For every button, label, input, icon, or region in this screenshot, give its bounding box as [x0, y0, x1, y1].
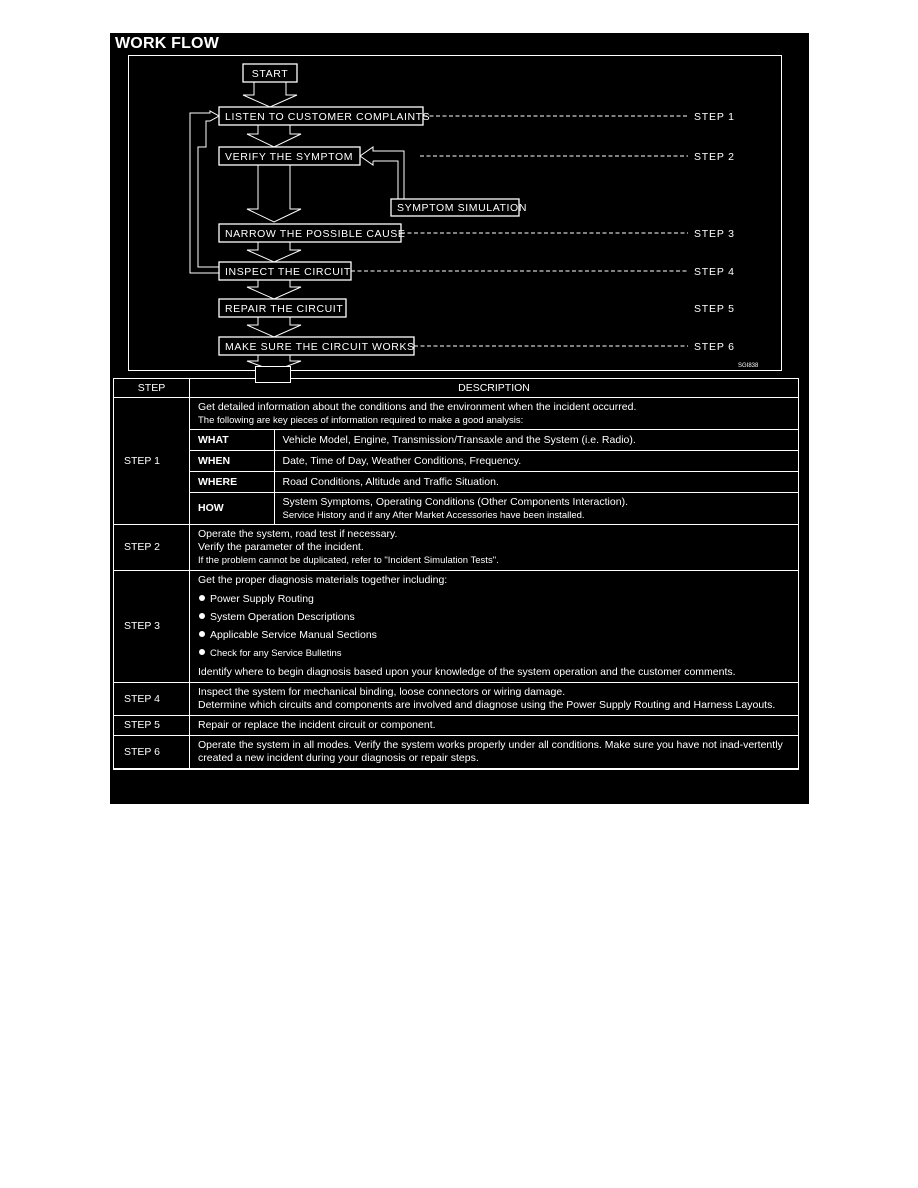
step-4-line-2: Determine which circuits and components are involved and diagnose using the Power Supply Routing and Harness Layouts.	[198, 699, 776, 711]
description-table	[113, 378, 799, 770]
bullet-dot-icon	[199, 613, 205, 619]
header-step: STEP	[114, 379, 190, 398]
key-how: HOW	[190, 493, 274, 525]
flow-box-inspect-label: INSPECT THE CIRCUIT	[225, 266, 351, 278]
step-3-bullet-4	[198, 645, 790, 663]
flow-step-6: STEP 6	[694, 341, 735, 353]
value-where: Road Conditions, Altitude and Traffic Situation.	[274, 472, 798, 493]
header-description: DESCRIPTION	[190, 379, 799, 398]
table-row-step-3	[114, 571, 799, 683]
key-where: WHERE	[190, 472, 274, 493]
key-row-where	[190, 472, 798, 493]
table-row-step-6	[114, 736, 799, 770]
key-what: WHAT	[190, 430, 274, 451]
step-2-line-3: If the problem cannot be duplicated, refer to "Incident Simulation Tests".	[198, 555, 499, 566]
flow-box-repair	[219, 299, 346, 317]
key-row-how	[190, 493, 798, 525]
value-how-line-1: System Symptoms, Operating Conditions (Other Components Interaction).	[282, 495, 628, 508]
value-how	[274, 493, 798, 525]
step-1-line-2: The following are key pieces of information required to make a good analysis:	[198, 415, 524, 426]
bullet-dot-icon	[199, 595, 205, 601]
step-4-line-1: Inspect the system for mechanical binding, loose connectors or wiring damage.	[198, 686, 566, 698]
step-3-description	[190, 571, 799, 683]
step-2-description	[190, 525, 799, 571]
start-label: START	[251, 68, 289, 80]
step-4-label: STEP 4	[114, 683, 190, 716]
flow-box-make-sure	[219, 337, 415, 355]
table-row-step-1	[114, 398, 799, 525]
step-3-bullet-2	[198, 609, 790, 627]
step-4-description	[190, 683, 799, 716]
step-2-label: STEP 2	[114, 525, 190, 571]
bullet-text: Power Supply Routing	[210, 593, 314, 605]
workflow-diagram	[128, 55, 782, 371]
bullet-text: Applicable Service Manual Sections	[210, 629, 377, 641]
work-flow-panel	[110, 33, 809, 804]
flow-box-listen	[219, 107, 430, 125]
page-title: WORK FLOW	[115, 35, 219, 52]
table-header-row	[114, 379, 799, 398]
step-5-description: Repair or replace the incident circuit or component.	[190, 716, 799, 736]
step-2-line-2: Verify the parameter of the incident.	[198, 541, 364, 553]
bullet-dot-icon	[199, 631, 205, 637]
bullet-text: System Operation Descriptions	[210, 611, 355, 623]
flow-box-inspect	[219, 262, 351, 280]
flow-box-verify	[219, 147, 360, 165]
figure-code: SGI838	[738, 363, 759, 369]
start-node	[243, 64, 297, 82]
flow-box-simulation-label: SYMPTOM SIMULATION	[397, 202, 528, 214]
step-2-line-1: Operate the system, road test if necessary.	[198, 528, 398, 540]
flow-box-narrow-label: NARROW THE POSSIBLE CAUSE	[225, 228, 406, 240]
flow-box-listen-label: LISTEN TO CUSTOMER COMPLAINTS	[225, 111, 431, 123]
flow-box-verify-label: VERIFY THE SYMPTOM	[225, 151, 354, 163]
step-3-bullet-1	[198, 591, 790, 609]
step-3-bullet-3	[198, 627, 790, 645]
step-6-description: Operate the system in all modes. Verify the system works properly under all conditions. Make sure you have not inad-vertently created a new incident during your diagnosis or repair steps.	[190, 736, 799, 770]
step-3-label: STEP 3	[114, 571, 190, 683]
value-when: Date, Time of Day, Weather Conditions, Frequency.	[274, 451, 798, 472]
flow-box-narrow	[219, 224, 406, 242]
value-how-line-2: Service History and if any After Market Accessories have been installed.	[282, 509, 585, 521]
bullet-dot-icon	[199, 649, 205, 655]
end-box	[255, 366, 291, 383]
step-1-line-1: Get detailed information about the conditions and the environment when the incident occurred.	[198, 401, 637, 413]
step-1-description	[190, 398, 799, 525]
flow-box-simulation	[391, 199, 527, 216]
step-3-outro: Identify where to begin diagnosis based upon your knowledge of the system operation and the customer comments.	[198, 666, 736, 678]
step-1-key-table	[190, 429, 798, 524]
flow-step-5: STEP 5	[694, 303, 735, 315]
flow-box-repair-label: REPAIR THE CIRCUIT	[225, 303, 344, 315]
flow-step-3: STEP 3	[694, 228, 735, 240]
bullet-text: Check for any Service Bulletins	[210, 648, 342, 659]
flow-box-make-sure-label: MAKE SURE THE CIRCUIT WORKS	[225, 341, 415, 353]
key-when: WHEN	[190, 451, 274, 472]
key-row-what	[190, 430, 798, 451]
flow-step-2: STEP 2	[694, 151, 735, 163]
table-row-step-2	[114, 525, 799, 571]
key-row-when	[190, 451, 798, 472]
table-row-step-4	[114, 683, 799, 716]
step-5-label: STEP 5	[114, 716, 190, 736]
step-6-label: STEP 6	[114, 736, 190, 770]
step-1-label: STEP 1	[114, 398, 190, 525]
value-what: Vehicle Model, Engine, Transmission/Transaxle and the System (i.e. Radio).	[274, 430, 798, 451]
flow-step-4: STEP 4	[694, 266, 735, 278]
table-row-step-5	[114, 716, 799, 736]
step-3-intro: Get the proper diagnosis materials together including:	[198, 574, 448, 586]
flow-step-1: STEP 1	[694, 111, 735, 123]
